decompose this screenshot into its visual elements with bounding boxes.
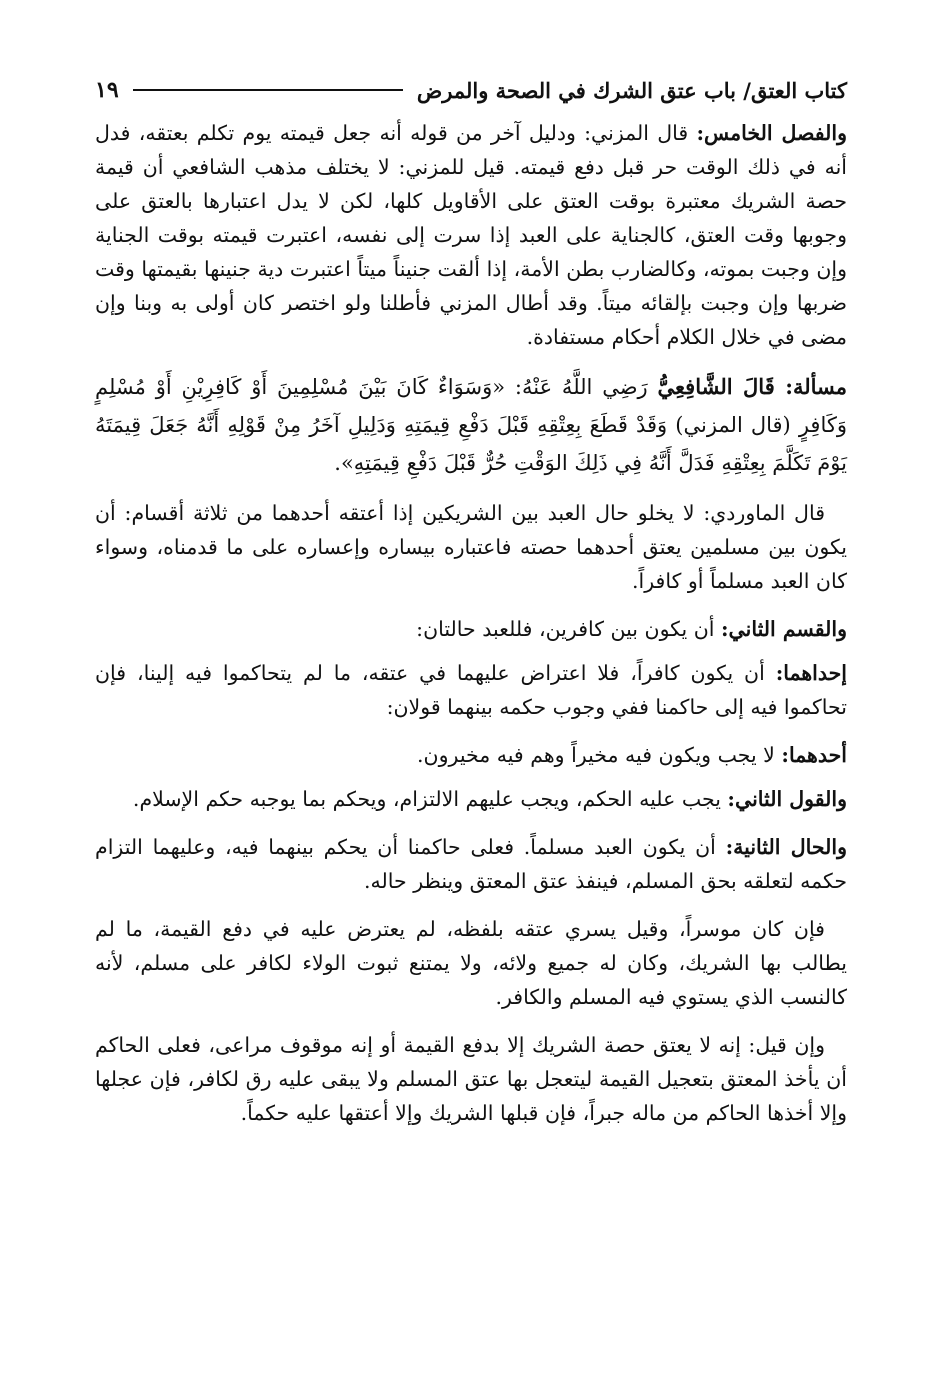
paragraph-second-division bbox=[95, 612, 847, 646]
paragraph-lead: والحال الثانية: bbox=[725, 835, 847, 859]
running-header bbox=[95, 70, 847, 110]
paragraph-text: قال المزني: ودليل آخر من قوله أنه جعل قيمته يوم تكلم بعتقه، فدل أنه في ذلك الوقت حر قبل دفع قيمته. قيل للمزني: لا يختلف مذهب الشافعي أن قيمة حصة الشريك معتبرة بوقت العتق على الأقاويل كلها، لكن لا يدل اعتبارها بالعتق على وجوبها وقت العتق، كالجناية على العبد إذا سرت إلى نفسه، اعتبرت قيمته بوقت الجناية وإن وجبت بموته، وكالضارب بطن الأمة، إذا ألقت جنيناً ميتاً اعتبرت دية جنينها بقيمتها وقت ضربها وإن وجبت بإلقائه ميتاً. وقد أطال المزني فأطلنا ولو اختصر كان أولى به وبنا وإن مضى في خلال الكلام أحكام مستفادة. bbox=[95, 121, 847, 349]
paragraph-text: لا يجب ويكون فيه مخيراً وهم فيه مخيرون. bbox=[417, 743, 782, 767]
paragraph-second-opinion bbox=[95, 782, 847, 816]
paragraph-if-said bbox=[95, 1028, 847, 1130]
paragraph-lead: والفصل الخامس: bbox=[696, 121, 847, 145]
paragraph-lead: مسألة: قَالَ الشَّافِعِيُّ bbox=[657, 374, 847, 399]
paragraph-text: فإن كان موسراً، وقيل يسري عتقه بلفظه، لم يعترض عليه في دفع القيمة، ما لم يطالب بها الشريك، وكان له جميع ولائه، ولا يمتنع ثبوت الولاء لكافر على مسلم، لأنه كالنسب الذي يستوي فيه المسلم والكافر. bbox=[95, 917, 847, 1009]
chapter-title: كتاب العتق/ باب عتق الشرك في الصحة والمرض bbox=[416, 77, 847, 103]
paragraph-text: أن يكون كافراً، فلا اعتراض عليهما في عتقه، ما لم يتحاكموا فيه إلينا، فإن تحاكموا فيه إلى حاكمنا ففي وجوب حكمه بينهما قولان: bbox=[95, 661, 847, 719]
paragraph-if-wealthy bbox=[95, 912, 847, 1014]
paragraph-text: يجب عليه الحكم، ويجب عليهم الالتزام، ويحكم بما يوجبه حكم الإسلام. bbox=[132, 787, 728, 811]
paragraph-text: أن يكون العبد مسلماً. فعلى حاكمنا أن يحكم بينهما فيه، وعليهما التزام حكمه لتعلقه بحق المسلم، فينفذ عتق المعتق وينظر حاله. bbox=[95, 835, 847, 893]
paragraph-text: قال الماوردي: لا يخلو حال العبد بين الشريكين إذا أعتقه أحدهما من ثلاثة أقسام: أن يكون بين مسلمين يعتق أحدهما حصته فاعتباره بيساره وإعساره على ما قدمناه، وسواء كان العبد مسلماً أو كافراً. bbox=[95, 501, 847, 593]
paragraph-mawardi bbox=[95, 496, 847, 598]
paragraph-masala-quote bbox=[95, 368, 847, 482]
paragraph-lead: إحداهما: bbox=[775, 661, 847, 685]
paragraph-first-case bbox=[95, 656, 847, 724]
paragraph-lead: والقسم الثاني: bbox=[720, 617, 847, 641]
document-page bbox=[95, 70, 847, 1144]
paragraph-lead: أحدهما: bbox=[781, 743, 847, 767]
paragraph-second-case bbox=[95, 830, 847, 898]
header-rule bbox=[133, 89, 403, 91]
paragraph-text: وإن قيل: إنه لا يعتق حصة الشريك إلا بدفع القيمة أو إنه موقوف مراعى، فعلى الحاكم أن يأخذ المعتق بتعجيل القيمة ليتعجل بها عتق المسلم ولا يبقى عليه رق لكافر، فإن عجلها وإلا أخذها الحاكم من ماله جبراً، فإن قبلها الشريك وإلا أعتقها عليه حكماً. bbox=[95, 1033, 847, 1125]
paragraph-first-opinion bbox=[95, 738, 847, 772]
paragraph-text: أن يكون بين كافرين، فللعبد حالتان: bbox=[416, 617, 721, 641]
page-number: ١٩ bbox=[95, 77, 119, 103]
paragraph-fifth-section bbox=[95, 116, 847, 354]
paragraph-text: رَضِي اللَّهُ عَنْهُ: «وَسَوَاءٌ كَانَ بَيْنَ مُسْلِمِينَ أَوْ كَافِرِيْنِ أَوْ مُسْلِمٍ وَكَافِرٍ (قال المزني) وَقَدْ قَطَعَ بِعِتْقِهِ قَبْلَ دَفْعِ قِيمَتِهِ وَدَلِيلِ آخَرُ مِنْ قَوْلِهِ أَنَّهُ جَعَلَ قِيمَتَهُ يَوْمَ تَكَلَّمَ بِعِتْقِهِ فَدَلَّ أَنَّهُ فِي ذَلِكَ الوَقْتِ حُرٌّ قَبْلَ دَفْعِ قِيمَتِهِ». bbox=[95, 375, 847, 475]
paragraph-lead: والقول الثاني: bbox=[727, 787, 847, 811]
